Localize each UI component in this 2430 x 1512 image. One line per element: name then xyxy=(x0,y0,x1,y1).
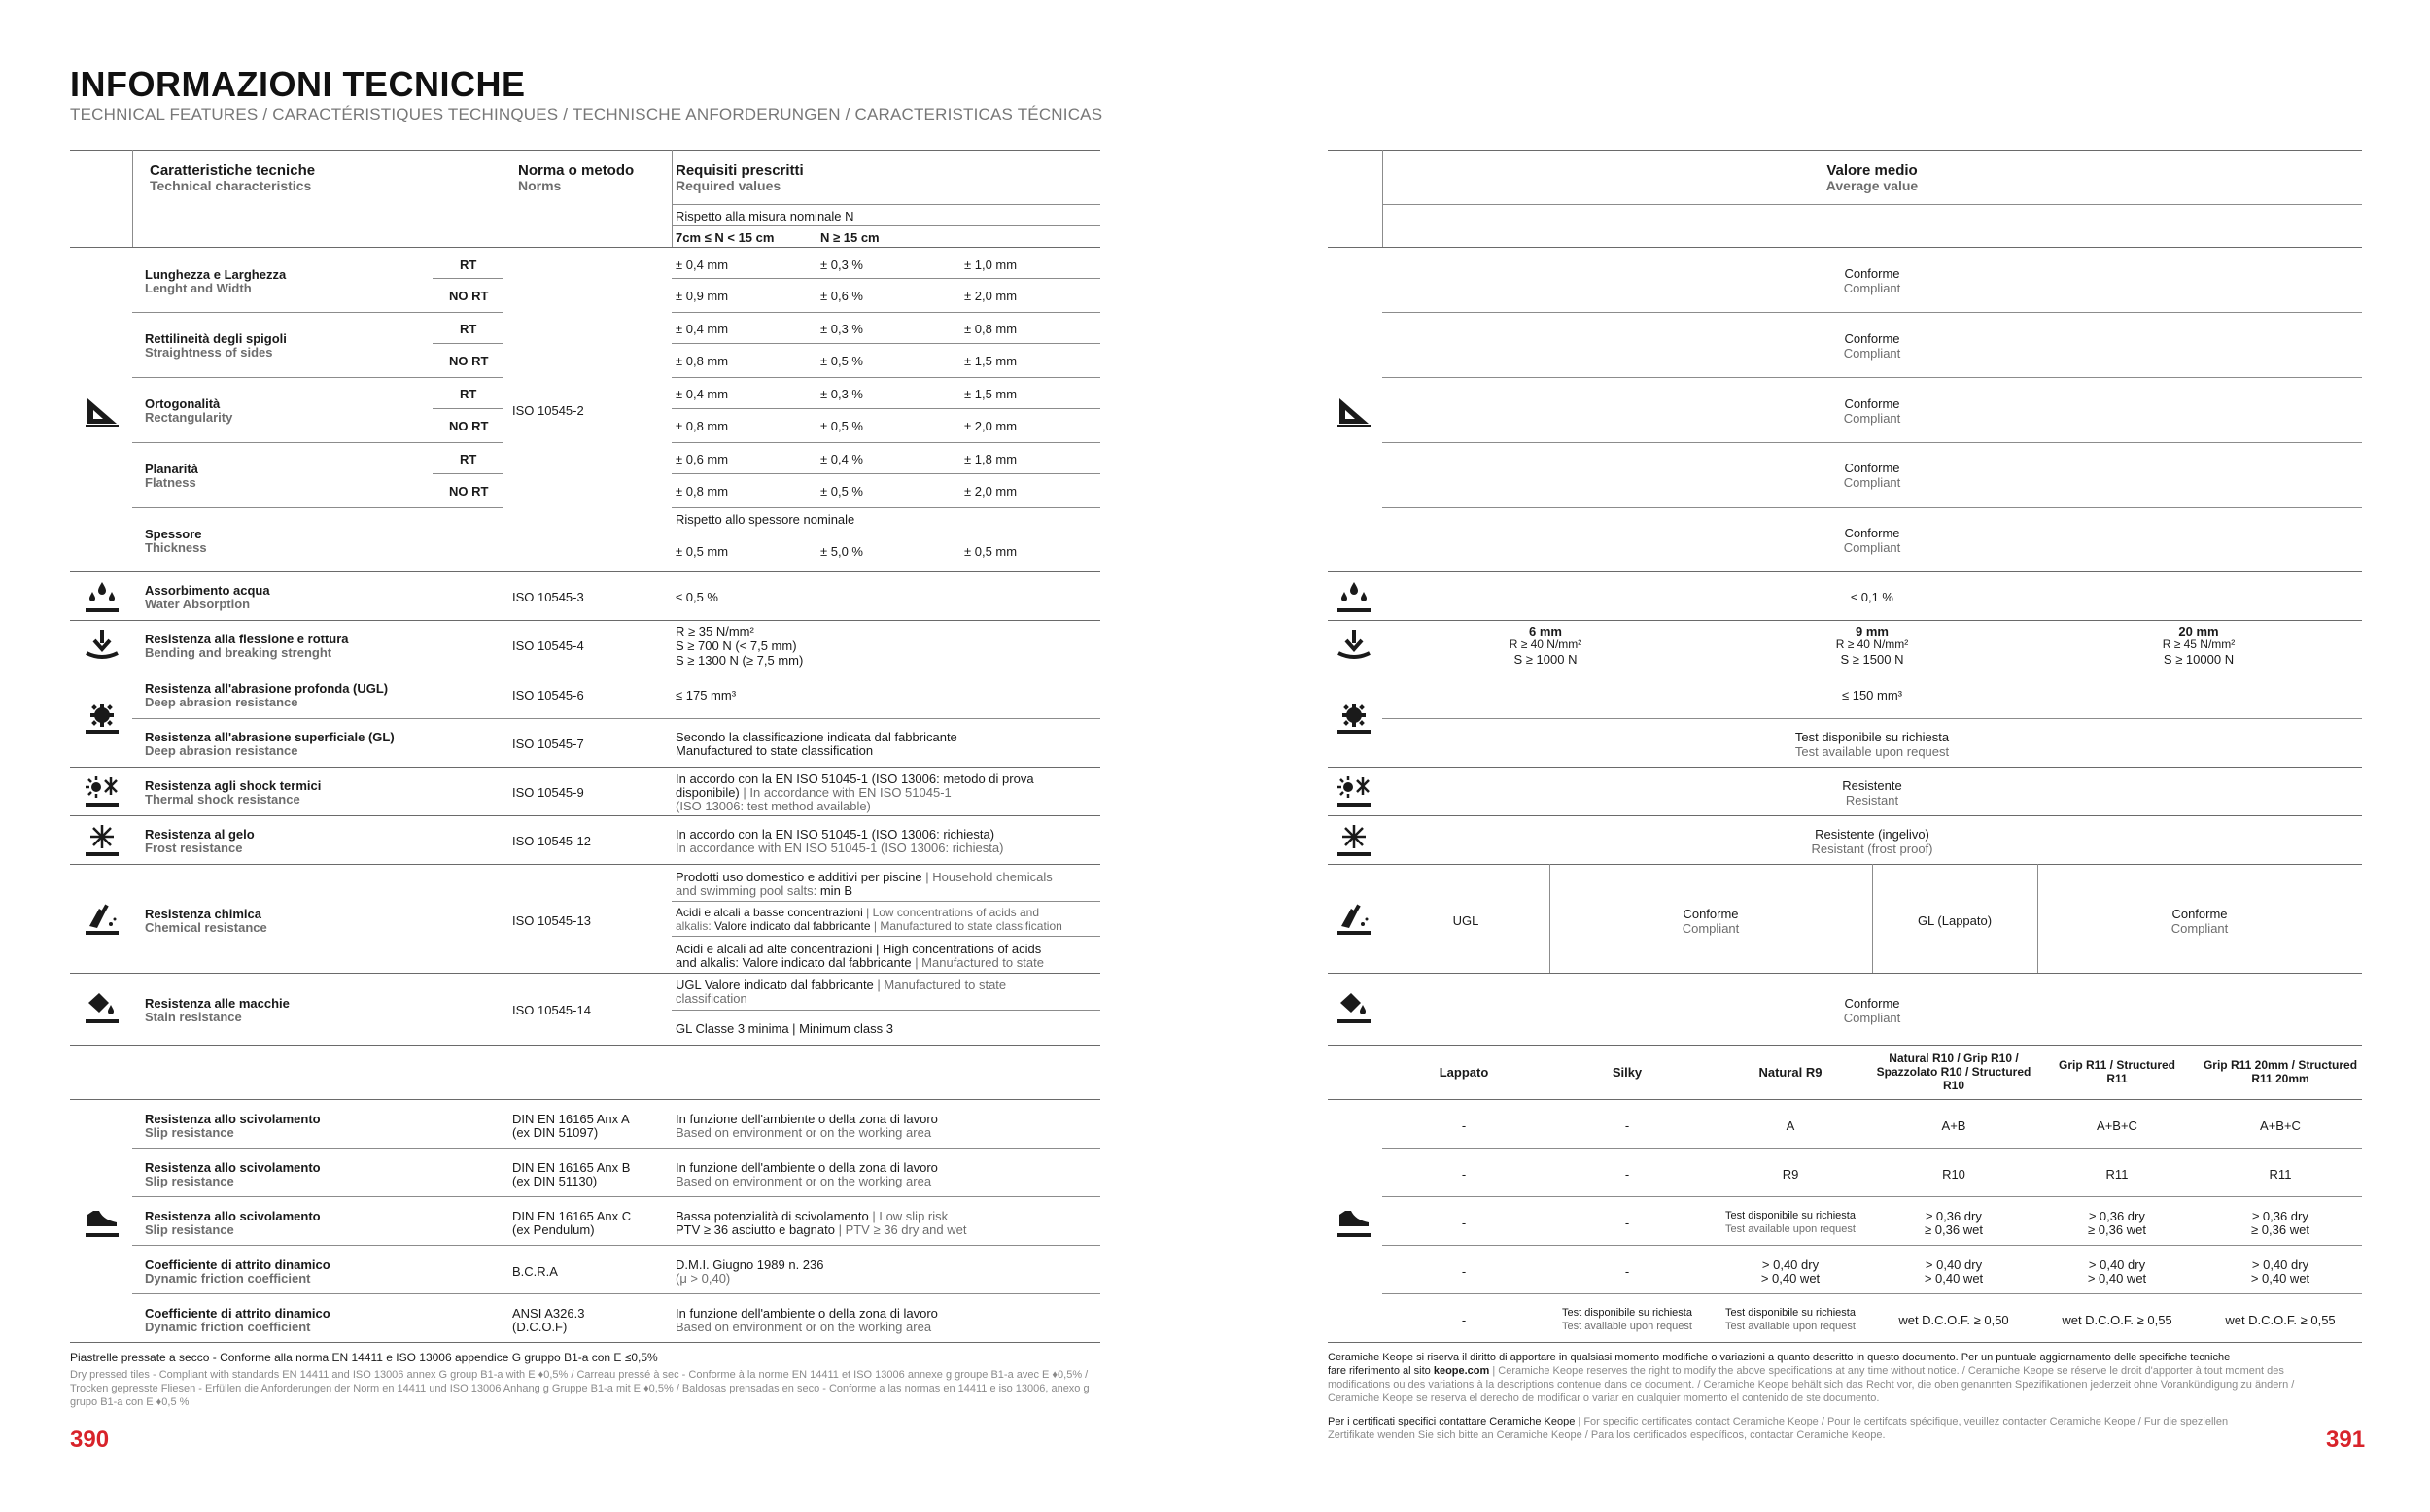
bending-col-s: S ≥ 1000 N xyxy=(1513,652,1578,667)
frost-norm: ISO 10545-12 xyxy=(512,834,591,848)
rule xyxy=(70,150,1100,151)
compliant-en: Compliant xyxy=(1843,540,1901,555)
value: ± 2,0 mm xyxy=(964,484,1018,498)
slip-value: - xyxy=(1461,1216,1467,1230)
slip-value: > 0,40 wet xyxy=(2250,1271,2310,1286)
shoe-slip-icon xyxy=(1337,1205,1371,1238)
row-gl-en: Deep abrasion resistance xyxy=(145,743,298,758)
slip-test-en: Test available upon request xyxy=(1725,1321,1856,1332)
slip-value: - xyxy=(1624,1167,1630,1182)
slip-value: R11 xyxy=(2105,1167,2129,1182)
value: ± 0,9 mm xyxy=(676,289,729,303)
slip-row-it: Resistenza allo scivolamento xyxy=(145,1160,321,1175)
value: ± 0,8 mm xyxy=(676,484,729,498)
chemical-req-3: and alkalis: Valore indicato dal fabbricante | Manufactured to state xyxy=(676,955,1044,970)
row-stain-it: Resistenza alle macchie xyxy=(145,996,290,1011)
slip-value: A+B+C xyxy=(2097,1118,2137,1133)
row-frost-en: Frost resistance xyxy=(145,841,243,855)
stain-req-1: classification xyxy=(676,991,747,1006)
slip-row-en: Dynamic friction coefficient xyxy=(145,1271,311,1286)
bending-col-s: S ≥ 10000 N xyxy=(2163,652,2235,667)
value: ± 0,8 mm xyxy=(676,419,729,433)
page-subtitle: TECHNICAL FEATURES / CARACTÉRISTIQUES TECHINQUES / TECHNISCHE ANFORDERUNGEN / CARACTERISTICAS TÉCNICAS xyxy=(70,105,1103,123)
slip-value: > 0,40 dry xyxy=(1925,1257,1983,1272)
slip-value: ≥ 0,36 dry xyxy=(1926,1209,1982,1223)
slip-row-it: Resistenza allo scivolamento xyxy=(145,1112,321,1126)
slip-value: - xyxy=(1461,1264,1467,1279)
row-gl-it: Resistenza all'abrasione superficiale (GL) xyxy=(145,730,395,744)
value: ± 0,5 % xyxy=(820,354,863,368)
row-straightness-en: Straightness of sides xyxy=(145,345,273,360)
bending-arrow-icon xyxy=(86,629,119,662)
slip-req: PTV ≥ 36 asciutto e bagnato | PTV ≥ 36 dry and wet xyxy=(676,1222,967,1237)
slip-value: - xyxy=(1461,1313,1467,1327)
slip-norm: (D.C.O.F) xyxy=(512,1320,568,1334)
row-thickness-it: Spessore xyxy=(145,527,202,541)
slip-col-header: Grip R11 20mm / Structured R11 20mm xyxy=(2203,1058,2358,1085)
slip-col-header: Grip R11 / Structured R11 xyxy=(2058,1058,2176,1085)
gl-avg-en: Test available upon request xyxy=(1794,744,1950,759)
slip-value: ≥ 0,36 wet xyxy=(1925,1222,1983,1237)
slip-norm: (ex DIN 51130) xyxy=(512,1174,598,1188)
range-a: 7cm ≤ N < 15 cm xyxy=(676,230,775,245)
water-req: ≤ 0,5 % xyxy=(676,590,718,604)
slip-value: - xyxy=(1624,1118,1630,1133)
value: ± 2,0 mm xyxy=(964,289,1018,303)
footer-disclaimer: Ceramiche Keope se reserva el derecho de modificar o variar en cualquier momento el contenido de ste documento. xyxy=(1328,1392,1880,1404)
row-thermal-it: Resistenza agli shock termici xyxy=(145,778,322,793)
slip-value: > 0,40 dry xyxy=(1761,1257,1820,1272)
compliant-en: Compliant xyxy=(2170,921,2229,936)
slip-value: - xyxy=(1461,1118,1467,1133)
website-link[interactable]: keope.com xyxy=(1433,1365,1490,1377)
header-char-it: Caratteristiche tecniche xyxy=(150,162,316,179)
slip-value: wet D.C.O.F. ≥ 0,55 xyxy=(2062,1313,2172,1327)
stain-drop-icon xyxy=(86,991,119,1024)
slip-value: > 0,40 dry xyxy=(2251,1257,2309,1272)
thermal-shock-icon xyxy=(86,774,119,808)
row-flatness-en: Flatness xyxy=(145,475,196,490)
stain-req-1: UGL Valore indicato dal fabbricante | Manufactured to state xyxy=(676,978,1007,992)
value: ± 0,5 % xyxy=(820,484,863,498)
slip-col-header: Natural R10 / Grip R10 / Spazzolato R10 / Structured R10 xyxy=(1876,1051,2031,1092)
frost-snowflake-icon xyxy=(86,824,119,857)
compliant-it: Conforme xyxy=(1844,266,1900,281)
slip-value: > 0,40 wet xyxy=(1924,1271,1984,1286)
slip-req: Based on environment or on the working area xyxy=(676,1320,932,1334)
row-bending-it: Resistenza alla flessione e rottura xyxy=(145,632,349,646)
footer-note: grupo B1-a con E ♦0,5 % xyxy=(70,1396,190,1408)
chemical-gl-label: GL (Lappato) xyxy=(1917,913,1993,928)
bending-req: S ≥ 700 N (< 7,5 mm) xyxy=(676,638,797,653)
header-req-en: Required values xyxy=(676,178,781,193)
slip-test-it: Test disponibile su richiesta xyxy=(1725,1210,1856,1221)
slip-row-en: Slip resistance xyxy=(145,1174,234,1188)
chemical-flask-icon xyxy=(86,903,119,936)
row-length-en: Lenght and Width xyxy=(145,281,252,295)
row-length-it: Lunghezza e Larghezza xyxy=(145,267,287,282)
compliant-it: Conforme xyxy=(1844,996,1900,1011)
header-avg-en: Average value xyxy=(1825,178,1919,193)
slip-req: In funzione dell'ambiente o della zona di lavoro xyxy=(676,1112,938,1126)
stain-req-2: GL Classe 3 minima | Minimum class 3 xyxy=(676,1021,893,1036)
ugl-req: ≤ 175 mm³ xyxy=(676,688,737,703)
slip-test-it: Test disponibile su richiesta xyxy=(1562,1307,1692,1319)
row-rectangularity-it: Ortogonalità xyxy=(145,396,221,411)
compliant-en: Compliant xyxy=(1843,281,1901,295)
stain-drop-icon xyxy=(1337,991,1371,1024)
dim-norm: ISO 10545-2 xyxy=(512,403,584,418)
slip-value: > 0,40 wet xyxy=(2087,1271,2147,1286)
row-flatness-it: Planarità xyxy=(145,462,198,476)
slip-norm: (ex Pendulum) xyxy=(512,1222,595,1237)
slip-value: A+B+C xyxy=(2260,1118,2301,1133)
gl-req: Manufactured to state classification xyxy=(676,743,874,758)
compliant-it: Conforme xyxy=(1844,396,1900,411)
water-drops-icon xyxy=(1337,580,1371,613)
compliant-it: Conforme xyxy=(2171,907,2228,921)
bending-col-s: S ≥ 1500 N xyxy=(1840,652,1904,667)
slip-value: A xyxy=(1786,1118,1795,1133)
row-chemical-en: Chemical resistance xyxy=(145,920,267,935)
slip-req: D.M.I. Giugno 1989 n. 236 xyxy=(676,1257,824,1272)
compliant-en: Compliant xyxy=(1843,1011,1901,1025)
frost-avg-it: Resistente (ingelivo) xyxy=(1815,827,1929,842)
gl-req: Secondo la classificazione indicata dal fabbricante xyxy=(676,730,957,744)
header-norm-it: Norma o metodo xyxy=(518,162,635,179)
shoe-slip-icon xyxy=(86,1205,119,1238)
bending-col-r: R ≥ 40 N/mm² xyxy=(1509,637,1582,651)
compliant-en: Compliant xyxy=(1682,921,1740,936)
bending-col-head: 20 mm xyxy=(2178,624,2219,638)
footer-certificates: Zertifikate wenden Sie sich bitte an Ceramiche Keope / Para los certificados específicos, contactar Ceramiche Keope. xyxy=(1328,1429,1886,1441)
footer-certificates: Per i certificati specifici contattare Ceramiche Keope | For specific certificates contact Ceramiche Keope / Pour le certifcats spécifique, veuillez contacter Ceramiche Keope / Fur die speziellen xyxy=(1328,1416,2229,1427)
frost-snowflake-icon xyxy=(1337,824,1371,857)
value: ± 0,3 % xyxy=(820,258,863,272)
abrasion-gear-icon xyxy=(1337,702,1371,735)
slip-req: In funzione dell'ambiente o della zona di lavoro xyxy=(676,1306,938,1321)
thermal-norm: ISO 10545-9 xyxy=(512,785,584,800)
thermal-req: In accordo con la EN ISO 51045-1 (ISO 13006: metodo di prova xyxy=(676,772,1034,786)
compliant-it: Conforme xyxy=(1844,461,1900,475)
stain-norm: ISO 10545-14 xyxy=(512,1003,591,1017)
slip-value: ≥ 0,36 wet xyxy=(2251,1222,2309,1237)
slip-value: wet D.C.O.F. ≥ 0,55 xyxy=(2225,1313,2336,1327)
thickness-note: Rispetto allo spessore nominale xyxy=(676,512,855,527)
footer-note: Piastrelle pressate a secco - Conforme alla norma EN 14411 e ISO 13006 appendice G gruppo B1-a con E ≤0,5% xyxy=(70,1351,658,1364)
slip-col-header: Natural R9 xyxy=(1758,1065,1822,1080)
slip-req: In funzione dell'ambiente o della zona di lavoro xyxy=(676,1160,938,1175)
frost-req: In accordance with EN ISO 51045-1 (ISO 13006: richiesta) xyxy=(676,841,1004,855)
water-norm: ISO 10545-3 xyxy=(512,590,584,604)
row-thermal-en: Thermal shock resistance xyxy=(145,792,300,807)
chemical-req-1: Prodotti uso domestico e additivi per piscine | Household chemicals xyxy=(676,870,1053,884)
footer-disclaimer: Ceramiche Keope si riserva il diritto di apportare in qualsiasi momento modifiche o variazioni a quanto descritto in questo documento. Per un puntuale aggiornamento delle specifiche tecniche xyxy=(1328,1352,2231,1363)
bending-col-head: 9 mm xyxy=(1856,624,1889,638)
slip-row-it: Resistenza allo scivolamento xyxy=(145,1209,321,1223)
thermal-req: (ISO 13006: test method available) xyxy=(676,799,871,813)
slip-test-en: Test available upon request xyxy=(1725,1223,1856,1235)
value: ± 0,8 mm xyxy=(676,354,729,368)
ugl-avg: ≤ 150 mm³ xyxy=(1841,688,1903,703)
value: ± 0,4 mm xyxy=(676,322,729,336)
rt-label: RT xyxy=(460,387,477,401)
value: ± 1,8 mm xyxy=(964,452,1018,466)
value: ± 0,6 mm xyxy=(676,452,729,466)
compliant-en: Compliant xyxy=(1843,475,1901,490)
nort-label: NO RT xyxy=(449,289,489,303)
slip-value: ≥ 0,36 wet xyxy=(2088,1222,2146,1237)
footer-disclaimer: fare riferimento al sito keope.com | Ceramiche Keope reserves the right to modify the above specifications at any time without notice. / Ceramiche Keope se réserve le droit d'apporter à tout moment des xyxy=(1328,1365,2284,1377)
value: ± 0,3 % xyxy=(820,387,863,401)
bending-arrow-icon xyxy=(1337,629,1371,662)
slip-value: R10 xyxy=(1942,1167,1965,1182)
bending-col-r: R ≥ 40 N/mm² xyxy=(1835,637,1909,651)
slip-norm: B.C.R.A xyxy=(512,1264,558,1279)
slip-norm: (ex DIN 51097) xyxy=(512,1125,599,1140)
thermal-avg-en: Resistant xyxy=(1845,793,1899,808)
nort-label: NO RT xyxy=(449,354,489,368)
frost-avg-en: Resistant (frost proof) xyxy=(1811,842,1933,856)
thermal-req: disponibile) | In accordance with EN ISO 51045-1 xyxy=(676,785,952,800)
nort-label: NO RT xyxy=(449,484,489,498)
row-stain-en: Stain resistance xyxy=(145,1010,242,1024)
slip-norm: ANSI A326.3 xyxy=(512,1306,585,1321)
page-number-left: 390 xyxy=(70,1426,110,1453)
page-number-right: 391 xyxy=(2326,1426,2366,1453)
gl-avg-it: Test disponibile su richiesta xyxy=(1794,730,1950,744)
rt-label: RT xyxy=(460,258,477,272)
value: ± 0,4 mm xyxy=(676,258,729,272)
chemical-flask-icon xyxy=(1337,903,1371,936)
slip-value: wet D.C.O.F. ≥ 0,50 xyxy=(1898,1313,2009,1327)
slip-value: R9 xyxy=(1782,1167,1799,1182)
slip-value: ≥ 0,36 dry xyxy=(2089,1209,2145,1223)
slip-req: Based on environment or on the working area xyxy=(676,1125,932,1140)
value: ± 0,4 mm xyxy=(676,387,729,401)
compliant-it: Conforme xyxy=(1844,526,1900,540)
value: ± 1,5 mm xyxy=(964,387,1018,401)
slip-value: - xyxy=(1461,1167,1467,1182)
slip-req: Based on environment or on the working area xyxy=(676,1174,932,1188)
slip-row-it: Coefficiente di attrito dinamico xyxy=(145,1257,330,1272)
slip-req: (μ > 0,40) xyxy=(676,1271,731,1286)
compliant-it: Conforme xyxy=(1683,907,1739,921)
bending-norm: ISO 10545-4 xyxy=(512,638,584,653)
value: ± 2,0 mm xyxy=(964,419,1018,433)
value: ± 0,5 mm xyxy=(964,544,1018,559)
set-square-icon xyxy=(86,395,119,428)
row-ugl-en: Deep abrasion resistance xyxy=(145,695,298,709)
water-avg: ≤ 0,1 % xyxy=(1851,590,1893,604)
slip-req: Bassa potenzialità di scivolamento | Low slip risk xyxy=(676,1209,949,1223)
abrasion-gear-icon xyxy=(86,702,119,735)
chemical-ugl-label: UGL xyxy=(1452,913,1479,928)
slip-test-it: Test disponibile su richiesta xyxy=(1725,1307,1856,1319)
footer-note: Dry pressed tiles - Compliant with standards EN 14411 and ISO 13006 annex G group B1-a with E ♦0,5% / Carreau pressé à sec - Conforme à la norme EN 14411 et ISO 13006 annexe g groupe B1-a avec E ♦0,5% / xyxy=(70,1369,1089,1381)
slip-value: > 0,40 dry xyxy=(2088,1257,2146,1272)
frost-req: In accordo con la EN ISO 51045-1 (ISO 13006: richiesta) xyxy=(676,827,995,842)
slip-value: A+B xyxy=(1941,1118,1966,1133)
row-straightness-it: Rettilineità degli spigoli xyxy=(145,331,287,346)
row-frost-it: Resistenza al gelo xyxy=(145,827,255,842)
header-req-it: Requisiti prescritti xyxy=(676,162,804,179)
row-ugl-it: Resistenza all'abrasione profonda (UGL) xyxy=(145,681,389,696)
slip-row-en: Slip resistance xyxy=(145,1222,234,1237)
slip-value: > 0,40 wet xyxy=(1760,1271,1821,1286)
footer-note: Trocken gepresste Fliesen - Erfüllen die Anforderungen der Norm en 14411 und ISO 13006 Anhang g Gruppe B1-a mit E ♦0,5% / Baldosas prensadas en seco - Conforme a las normas en 14411 e iso 13006, anexo g xyxy=(70,1383,1090,1394)
chemical-req-3: Acidi e alcali ad alte concentrazioni | High concentrations of acids xyxy=(676,942,1042,956)
ugl-norm: ISO 10545-6 xyxy=(512,688,584,703)
compliant-en: Compliant xyxy=(1843,346,1901,361)
water-drops-icon xyxy=(86,580,119,613)
slip-row-it: Coefficiente di attrito dinamico xyxy=(145,1306,330,1321)
rispetto-nominale: Rispetto alla misura nominale N xyxy=(676,209,854,223)
header-char-en: Technical characteristics xyxy=(150,178,312,193)
thermal-shock-icon xyxy=(1337,774,1371,808)
slip-test-en: Test available upon request xyxy=(1562,1321,1692,1332)
value: ± 0,5 mm xyxy=(676,544,729,559)
rt-label: RT xyxy=(460,322,477,336)
set-square-icon xyxy=(1337,395,1371,428)
bending-col-r: R ≥ 45 N/mm² xyxy=(2162,637,2236,651)
rt-label: RT xyxy=(460,452,477,466)
slip-col-header: Lappato xyxy=(1439,1065,1489,1080)
compliant-en: Compliant xyxy=(1843,411,1901,426)
chemical-req-2: Acidi e alcali a basse concentrazioni | Low concentrations of acids and xyxy=(676,906,1040,919)
bending-req: R ≥ 35 N/mm² xyxy=(676,624,754,638)
slip-value: ≥ 0,36 dry xyxy=(2252,1209,2308,1223)
slip-norm: DIN EN 16165 Anx C xyxy=(512,1209,632,1223)
slip-value: R11 xyxy=(2269,1167,2292,1182)
slip-row-en: Dynamic friction coefficient xyxy=(145,1320,311,1334)
nort-label: NO RT xyxy=(449,419,489,433)
thermal-avg-it: Resistente xyxy=(1842,778,1902,793)
compliant-it: Conforme xyxy=(1844,331,1900,346)
value: ± 0,5 % xyxy=(820,419,863,433)
slip-row-en: Slip resistance xyxy=(145,1125,234,1140)
bending-col-head: 6 mm xyxy=(1529,624,1562,638)
footer-disclaimer: modifications ou des variations à la descriptions contenue dans ce document. / Ceramiche Keope behält sich das Recht vor, die oben genannten Spezifikationen jederzeit ohne Vorankündigung zu ändern / xyxy=(1328,1379,2295,1391)
value: ± 1,0 mm xyxy=(964,258,1018,272)
slip-norm: DIN EN 16165 Anx A xyxy=(512,1112,630,1126)
value: ± 0,6 % xyxy=(820,289,863,303)
slip-norm: DIN EN 16165 Anx B xyxy=(512,1160,631,1175)
slip-value: - xyxy=(1624,1216,1630,1230)
bending-req: S ≥ 1300 N (≥ 7,5 mm) xyxy=(676,653,804,668)
chemical-req-2: alkalis: Valore indicato dal fabbricante | Manufactured to state classification xyxy=(676,919,1062,933)
header-avg-it: Valore medio xyxy=(1826,162,1918,179)
chemical-norm: ISO 10545-13 xyxy=(512,913,591,928)
range-b: N ≥ 15 cm xyxy=(820,230,880,245)
slip-col-header: Silky xyxy=(1612,1065,1643,1080)
row-water-en: Water Absorption xyxy=(145,597,251,611)
chemical-req-1: and swimming pool salts: min B xyxy=(676,883,853,898)
slip-value: - xyxy=(1624,1264,1630,1279)
value: ± 5,0 % xyxy=(820,544,863,559)
header-norm-en: Norms xyxy=(518,178,562,193)
row-thickness-en: Thickness xyxy=(145,540,207,555)
row-water-it: Assorbimento acqua xyxy=(145,583,270,598)
value: ± 0,8 mm xyxy=(964,322,1018,336)
value: ± 0,4 % xyxy=(820,452,863,466)
row-chemical-it: Resistenza chimica xyxy=(145,907,261,921)
value: ± 0,3 % xyxy=(820,322,863,336)
value: ± 1,5 mm xyxy=(964,354,1018,368)
page-title: INFORMAZIONI TECNICHE xyxy=(70,64,526,104)
row-bending-en: Bending and breaking strenght xyxy=(145,645,332,660)
gl-norm: ISO 10545-7 xyxy=(512,737,584,751)
row-rectangularity-en: Rectangularity xyxy=(145,410,233,425)
